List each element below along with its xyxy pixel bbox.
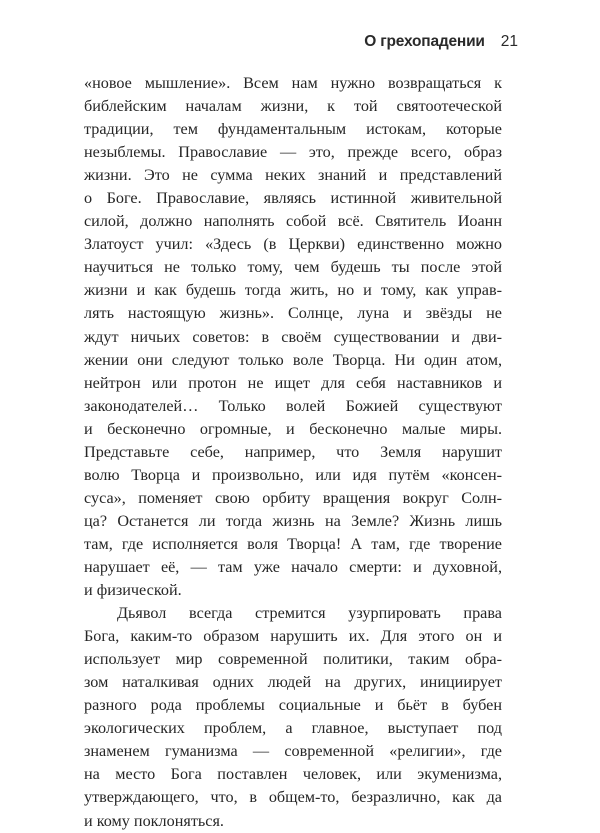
text-line: традиции, тем фундаментальным истокам, которые — [84, 120, 502, 139]
text-line: о Боге. Православие, являясь истинной живительной — [84, 189, 502, 208]
text-line: лять настоящую жизнь». Солнце, луна и звёзды не — [84, 304, 502, 323]
text-line: «новое мышление». Всем нам нужно возвращаться к — [84, 74, 502, 92]
text-line: волю Творца и произвольно, или идя путём «консен- — [84, 465, 502, 484]
text-line: незыблемы. Православие — это, прежде всего, образ — [84, 143, 502, 162]
text-line: и физической. — [84, 581, 182, 600]
paragraph — [84, 602, 502, 832]
text-line: жизни. Это не сумма неких знаний и представлений — [84, 166, 502, 185]
text-line: и бесконечно огромные, и бесконечно малые миры. — [84, 419, 502, 438]
text-line: и кому поклоняться. — [84, 811, 224, 830]
text-line: Бога, каким-то образом нарушить их. Для этого он и — [84, 627, 502, 646]
text-line: нейтрон или протон не ищет для себя наставников и — [84, 373, 502, 392]
text-line: Представьте себе, например, что Земля нарушит — [84, 442, 502, 461]
text-line: библейским началам жизни, к той святоотеческой — [84, 97, 502, 116]
text-line: экологических проблем, а главное, выступает под — [84, 719, 502, 738]
text-line: знаменем гуманизма — современной «религии», где — [84, 742, 502, 761]
text-line: разного рода проблемы социальные и бьёт в бубен — [84, 696, 502, 715]
text-line: Златоуст учил: «Здесь (в Церкви) единственно можно — [84, 235, 502, 254]
text-line: там, где исполняется воля Творца! А там, где творение — [84, 534, 502, 553]
text-line: силой, должно наполнять собой всё. Святитель Иоанн — [84, 212, 502, 231]
text-line: суса», поменяет свою орбиту вращения вокруг Солн- — [84, 488, 502, 507]
text-line: использует мир современной политики, таким обра- — [84, 650, 502, 669]
chapter-title: О грехопадении — [364, 33, 485, 50]
text-line: Дьявол всегда стремится узурпировать права — [117, 604, 502, 623]
text-line: научиться не только тому, чем будешь ты после этой — [84, 258, 502, 277]
running-header — [364, 33, 518, 51]
paragraph — [84, 72, 502, 602]
text-line: на место Бога поставлен человек, или экуменизма, — [84, 765, 502, 784]
page-number: 21 — [500, 33, 518, 50]
text-line: жизни и как будешь тогда жить, но и тому, как управ- — [84, 281, 502, 300]
text-line: зом наталкивая одних людей на других, инициирует — [84, 673, 502, 692]
body-text — [84, 72, 502, 833]
text-line: ца? Останется ли тогда жизнь на Земле? Жизнь лишь — [84, 511, 502, 530]
text-line: ждут ничьих советов: в своём существовании и дви- — [84, 327, 502, 346]
text-line: нарушает её, — там уже начало смерти: и духовной, — [84, 557, 502, 576]
text-line: жении они следуют только воле Творца. Ни один атом, — [84, 350, 502, 369]
text-line: законодателей… Только волей Божией существуют — [84, 396, 502, 415]
text-line: утверждающего, что, в общем-то, безразлично, как да — [84, 788, 502, 807]
